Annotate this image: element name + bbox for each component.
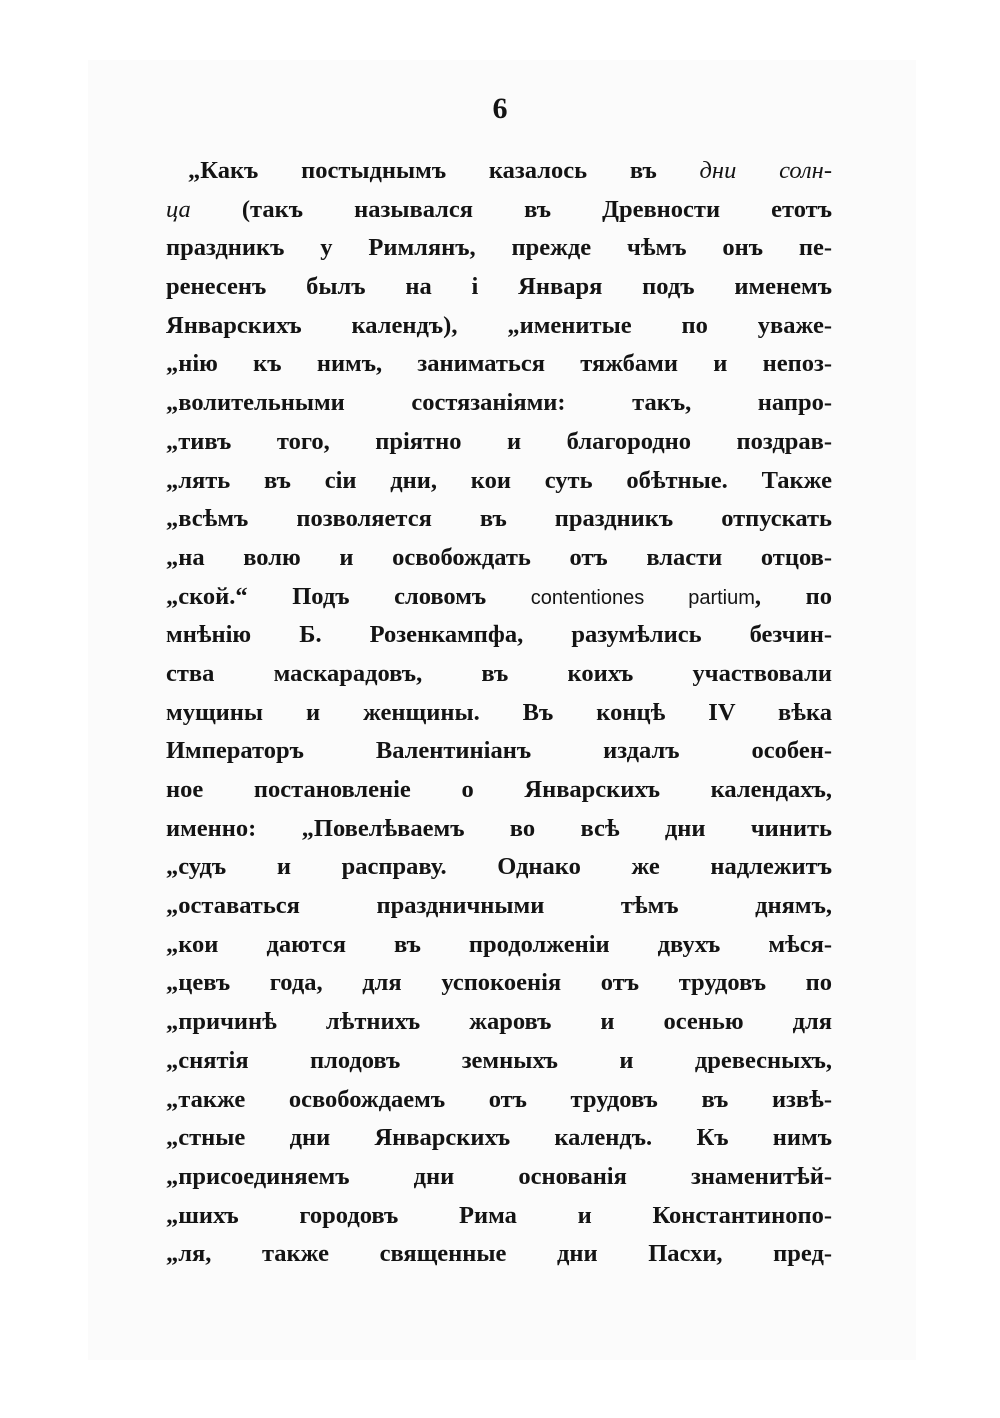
latin-phrase: contentiones partium — [530, 586, 755, 609]
text-line: мущины и женщины. Въ концѣ IV вѣка — [166, 698, 832, 726]
text-line: „снятія плодовъ земныхъ и древесныхъ, — [166, 1046, 832, 1074]
text-line: „кои даются въ продолженіи двухъ мѣся- — [166, 930, 832, 958]
text-line: „тивъ того, пріятно и благородно поздрав- — [166, 427, 832, 455]
text-line: ренесенъ былъ на і Января подъ именемъ — [166, 273, 832, 301]
text-line: „судъ и расправу. Однако же надлежитъ — [166, 853, 832, 881]
text-line: „шихъ городовъ Рима и Константинопо- — [166, 1201, 832, 1229]
text-line: „нію къ нимъ, заниматься тяжбами и непоз- — [166, 350, 832, 378]
text-span: (такъ назывался въ Древности етотъ — [190, 195, 832, 223]
text-line — [166, 152, 832, 191]
text-line: Императоръ Валентиніанъ издалъ особен- — [166, 737, 832, 765]
text-line: „цевъ года, для успокоенія отъ трудовъ по — [166, 969, 832, 997]
text-line: „присоединяемъ дни основанія знаменитѣй- — [166, 1162, 832, 1190]
text-line: именно: „Повелѣваемъ во всѣ дни чинить — [166, 814, 832, 842]
text-line: ства маскарадовъ, въ коихъ участвовали — [166, 659, 832, 687]
text-line: праздникъ у Римлянъ, прежде чѣмъ онъ пе- — [166, 234, 832, 262]
text-line — [166, 578, 832, 617]
text-span: „ской.“ Подъ словомъ — [166, 582, 531, 610]
text-line: „всѣмъ позволяется въ праздникъ отпускать — [166, 505, 832, 533]
text-line: мнѣнію Б. Розенкампфа, разумѣлись безчин- — [166, 621, 832, 649]
text-line: „на волю и освобождать отъ власти отцов- — [166, 543, 832, 571]
text-line: „лять въ сіи дни, кои суть обѣтные. Также — [166, 466, 832, 494]
text-span: „Какъ постыднымъ казалось въ — [188, 157, 700, 184]
text-line: Январскихъ календъ), „именитые по уваже- — [166, 311, 832, 339]
text-line: „оставаться праздничными тѣмъ днямъ, — [166, 892, 832, 920]
italic-text: ца — [166, 195, 191, 223]
text-span: , по — [754, 582, 833, 610]
text-line — [166, 191, 832, 230]
text-line: „волительными состязаніями: такъ, напро- — [166, 389, 832, 417]
text-line: „ля, также священные дни Пасхи, пред- — [166, 1240, 832, 1268]
text-line: „стные дни Январскихъ календъ. Къ нимъ — [166, 1124, 832, 1152]
italic-text: дни солн- — [699, 157, 832, 184]
body-text — [166, 152, 832, 1274]
page-number: 6 — [492, 92, 508, 125]
text-line: „также освобождаемъ отъ трудовъ въ извѣ- — [166, 1085, 832, 1113]
text-line: ное постановленіе о Январскихъ календахъ, — [166, 776, 832, 803]
text-line: „причинѣ лѣтнихъ жаровъ и осенью для — [166, 1008, 832, 1036]
